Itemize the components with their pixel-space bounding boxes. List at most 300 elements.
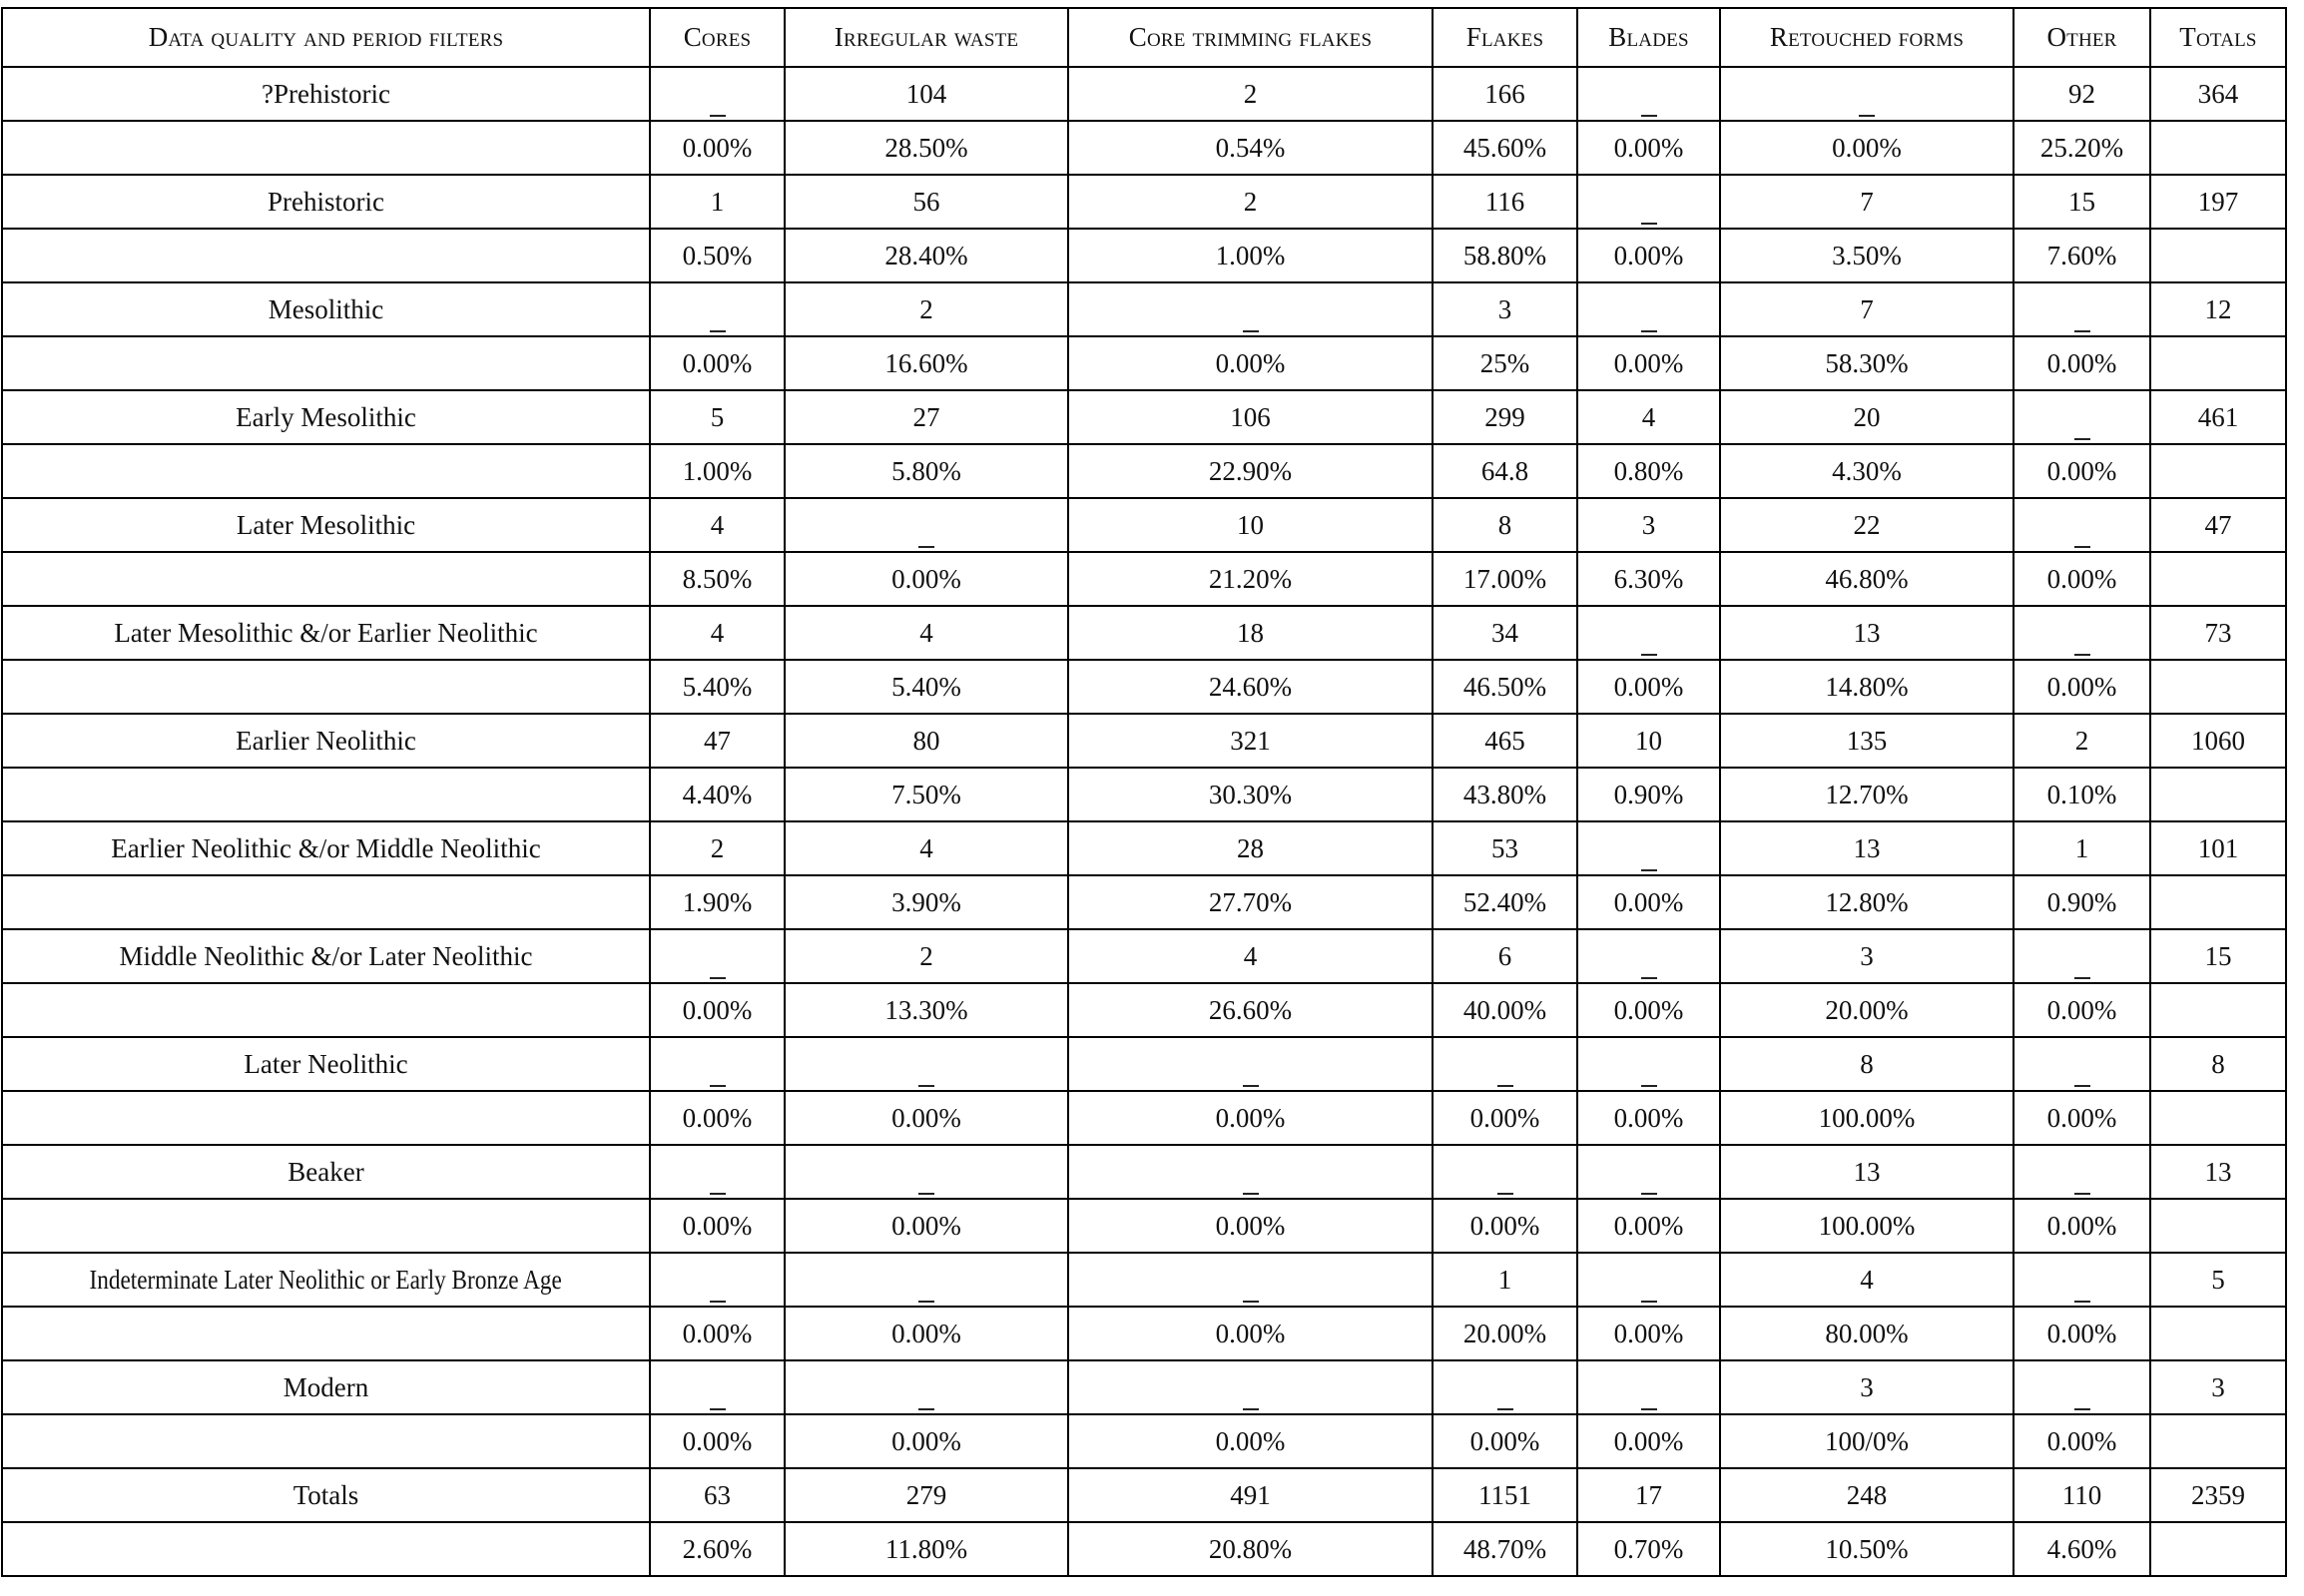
table-row-counts xyxy=(2,498,2286,552)
percent-cell-retouched-forms: 46.80% xyxy=(1720,552,2014,606)
count-cell-other xyxy=(2014,67,2150,121)
count-value: 1 xyxy=(710,186,725,217)
period-label-empty xyxy=(2,1414,650,1468)
count-cell-retouched-forms xyxy=(1720,1037,2014,1091)
table-row-counts xyxy=(2,1253,2286,1307)
period-label-text: Mesolithic xyxy=(268,293,384,324)
dash-placeholder xyxy=(2074,977,2090,979)
header-flakes: Flakes xyxy=(1433,8,1577,67)
period-label xyxy=(2,1037,650,1091)
count-cell-flakes xyxy=(1433,606,1577,660)
count-cell-retouched-forms xyxy=(1720,714,2014,768)
count-value: 2 xyxy=(919,293,933,324)
count-cell-core-trimming-flakes xyxy=(1068,606,1433,660)
period-label-text: Beaker xyxy=(288,1156,364,1187)
percent-cell-blades: 0.00% xyxy=(1577,1199,1720,1253)
percent-cell-cores: 8.50% xyxy=(650,552,785,606)
percent-cell-other: 0.90% xyxy=(2014,875,2150,929)
header-cores: Cores xyxy=(650,8,785,67)
percent-cell-irregular-waste: 0.00% xyxy=(785,552,1068,606)
count-cell-irregular-waste xyxy=(785,498,1068,552)
percent-cell-core-trimming-flakes: 26.60% xyxy=(1068,983,1433,1037)
count-value: 279 xyxy=(905,1479,947,1510)
percent-cell-totals xyxy=(2150,1199,2286,1253)
count-cell-cores xyxy=(650,282,785,336)
count-cell-flakes xyxy=(1433,1037,1577,1091)
lithics-period-table xyxy=(1,7,2287,1577)
count-cell-irregular-waste xyxy=(785,1145,1068,1199)
count-value: 10 xyxy=(1237,509,1264,540)
percent-cell-cores: 0.00% xyxy=(650,1414,785,1468)
table-row-counts xyxy=(2,821,2286,875)
count-cell-other xyxy=(2014,1037,2150,1091)
count-cell-blades xyxy=(1577,1360,1720,1414)
period-label-text: Modern xyxy=(283,1371,369,1402)
count-value: 5 xyxy=(2211,1264,2225,1295)
dash-placeholder xyxy=(1243,1085,1259,1087)
count-cell-cores xyxy=(650,67,785,121)
count-value: 53 xyxy=(1491,832,1518,863)
count-cell-blades xyxy=(1577,714,1720,768)
percent-cell-retouched-forms: 12.80% xyxy=(1720,875,2014,929)
dash-placeholder xyxy=(2074,1193,2090,1195)
count-cell-other xyxy=(2014,282,2150,336)
count-cell-blades xyxy=(1577,390,1720,444)
percent-cell-core-trimming-flakes: 0.00% xyxy=(1068,1414,1433,1468)
count-value: 2359 xyxy=(2191,1479,2245,1510)
period-label xyxy=(2,390,650,444)
table-row-percents xyxy=(2,1091,2286,1145)
period-label xyxy=(2,1253,650,1307)
count-value: 47 xyxy=(704,725,731,756)
count-value: 101 xyxy=(2197,832,2239,863)
table-row-counts xyxy=(2,1360,2286,1414)
percent-cell-irregular-waste: 5.40% xyxy=(785,660,1068,714)
count-cell-flakes xyxy=(1433,175,1577,229)
count-cell-irregular-waste xyxy=(785,821,1068,875)
count-cell-blades xyxy=(1577,175,1720,229)
dash-placeholder xyxy=(1641,654,1657,656)
count-value: 3 xyxy=(1860,940,1874,971)
count-value: 56 xyxy=(912,186,940,217)
count-cell-cores xyxy=(650,390,785,444)
count-cell-blades xyxy=(1577,606,1720,660)
count-value: 299 xyxy=(1484,401,1525,432)
table-row-percents xyxy=(2,768,2286,821)
percent-cell-retouched-forms: 12.70% xyxy=(1720,768,2014,821)
percent-cell-other: 0.00% xyxy=(2014,983,2150,1037)
percent-cell-irregular-waste: 7.50% xyxy=(785,768,1068,821)
count-cell-other xyxy=(2014,929,2150,983)
percent-cell-flakes: 43.80% xyxy=(1433,768,1577,821)
count-value: 92 xyxy=(2068,78,2095,109)
count-value: 110 xyxy=(2061,1479,2102,1510)
table-row-counts xyxy=(2,1145,2286,1199)
percent-cell-irregular-waste: 28.50% xyxy=(785,121,1068,175)
count-cell-core-trimming-flakes xyxy=(1068,175,1433,229)
count-cell-core-trimming-flakes xyxy=(1068,1145,1433,1199)
period-label-text: Later Mesolithic &/or Earlier Neolithic xyxy=(114,617,538,648)
percent-cell-blades: 0.00% xyxy=(1577,121,1720,175)
table-row-percents xyxy=(2,336,2286,390)
count-cell-other xyxy=(2014,1145,2150,1199)
count-cell-core-trimming-flakes xyxy=(1068,1360,1433,1414)
dash-placeholder xyxy=(1641,977,1657,979)
percent-cell-totals xyxy=(2150,1091,2286,1145)
percent-cell-flakes: 48.70% xyxy=(1433,1522,1577,1576)
dash-placeholder xyxy=(1641,115,1657,117)
count-cell-totals xyxy=(2150,67,2286,121)
percent-cell-cores: 1.90% xyxy=(650,875,785,929)
count-value: 248 xyxy=(1846,1479,1888,1510)
percent-cell-totals xyxy=(2150,444,2286,498)
percent-cell-totals xyxy=(2150,660,2286,714)
count-cell-other xyxy=(2014,390,2150,444)
count-cell-irregular-waste xyxy=(785,714,1068,768)
count-cell-totals xyxy=(2150,1253,2286,1307)
count-value: 22 xyxy=(1853,509,1881,540)
count-value: 17 xyxy=(1635,1479,1662,1510)
count-value: 7 xyxy=(1860,293,1874,324)
dash-placeholder xyxy=(2074,1085,2090,1087)
count-value: 4 xyxy=(919,617,933,648)
count-value: 3 xyxy=(1860,1371,1874,1402)
count-cell-retouched-forms xyxy=(1720,1360,2014,1414)
percent-cell-retouched-forms: 3.50% xyxy=(1720,229,2014,282)
dash-placeholder xyxy=(1243,1193,1259,1195)
count-cell-other xyxy=(2014,1360,2150,1414)
count-cell-irregular-waste xyxy=(785,1360,1068,1414)
count-cell-irregular-waste xyxy=(785,1468,1068,1522)
count-cell-flakes xyxy=(1433,821,1577,875)
percent-cell-irregular-waste: 0.00% xyxy=(785,1199,1068,1253)
percent-cell-other: 0.10% xyxy=(2014,768,2150,821)
count-cell-flakes xyxy=(1433,282,1577,336)
percent-cell-retouched-forms: 100/0% xyxy=(1720,1414,2014,1468)
table-row-counts xyxy=(2,929,2286,983)
count-cell-retouched-forms xyxy=(1720,821,2014,875)
table-row-percents xyxy=(2,1307,2286,1360)
percent-cell-flakes: 52.40% xyxy=(1433,875,1577,929)
count-value: 73 xyxy=(2204,617,2232,648)
percent-cell-core-trimming-flakes: 24.60% xyxy=(1068,660,1433,714)
percent-cell-other: 4.60% xyxy=(2014,1522,2150,1576)
count-cell-totals xyxy=(2150,390,2286,444)
dash-placeholder xyxy=(1243,1301,1259,1303)
percent-cell-cores: 0.00% xyxy=(650,1199,785,1253)
percent-cell-retouched-forms: 14.80% xyxy=(1720,660,2014,714)
count-cell-totals xyxy=(2150,1037,2286,1091)
table-row-percents xyxy=(2,1414,2286,1468)
count-value: 10 xyxy=(1635,725,1662,756)
count-cell-irregular-waste xyxy=(785,1037,1068,1091)
dash-placeholder xyxy=(1497,1408,1513,1410)
table-row-counts xyxy=(2,67,2286,121)
count-value: 15 xyxy=(2068,186,2095,217)
table-row-percents xyxy=(2,1199,2286,1253)
count-value: 491 xyxy=(1230,1479,1271,1510)
period-label-empty xyxy=(2,1307,650,1360)
period-label-empty xyxy=(2,229,650,282)
count-cell-blades xyxy=(1577,67,1720,121)
count-cell-irregular-waste xyxy=(785,282,1068,336)
period-label-text: Early Mesolithic xyxy=(236,401,416,432)
count-cell-core-trimming-flakes xyxy=(1068,714,1433,768)
percent-cell-blades: 0.00% xyxy=(1577,229,1720,282)
table-row-counts xyxy=(2,175,2286,229)
count-cell-flakes xyxy=(1433,1145,1577,1199)
period-label-empty xyxy=(2,1199,650,1253)
table-row-counts xyxy=(2,606,2286,660)
percent-cell-flakes: 64.8 xyxy=(1433,444,1577,498)
percent-cell-irregular-waste: 0.00% xyxy=(785,1307,1068,1360)
percent-cell-flakes: 0.00% xyxy=(1433,1091,1577,1145)
count-cell-flakes xyxy=(1433,67,1577,121)
count-cell-retouched-forms xyxy=(1720,390,2014,444)
dash-placeholder xyxy=(2074,330,2090,332)
percent-cell-flakes: 58.80% xyxy=(1433,229,1577,282)
count-value: 7 xyxy=(1860,186,1874,217)
percent-cell-totals xyxy=(2150,229,2286,282)
percent-cell-other: 7.60% xyxy=(2014,229,2150,282)
count-value: 2 xyxy=(919,940,933,971)
percent-cell-irregular-waste: 28.40% xyxy=(785,229,1068,282)
count-value: 20 xyxy=(1853,401,1881,432)
count-cell-cores xyxy=(650,1145,785,1199)
count-value: 2 xyxy=(710,832,725,863)
count-cell-retouched-forms xyxy=(1720,929,2014,983)
percent-cell-flakes: 20.00% xyxy=(1433,1307,1577,1360)
count-value: 4 xyxy=(919,832,933,863)
percent-cell-other: 0.00% xyxy=(2014,1199,2150,1253)
count-value: 1060 xyxy=(2191,725,2245,756)
count-value: 15 xyxy=(2204,940,2232,971)
count-cell-blades xyxy=(1577,1468,1720,1522)
period-label xyxy=(2,175,650,229)
percent-cell-irregular-waste: 0.00% xyxy=(785,1414,1068,1468)
percent-cell-core-trimming-flakes: 0.00% xyxy=(1068,336,1433,390)
count-value: 2 xyxy=(1243,78,1258,109)
period-label-empty xyxy=(2,336,650,390)
header-retouched-forms: Retouched forms xyxy=(1720,8,2014,67)
percent-cell-core-trimming-flakes: 1.00% xyxy=(1068,229,1433,282)
table-row-counts xyxy=(2,390,2286,444)
dash-placeholder xyxy=(918,1408,934,1410)
count-value: 18 xyxy=(1237,617,1264,648)
percent-cell-totals xyxy=(2150,336,2286,390)
count-cell-cores xyxy=(650,1360,785,1414)
count-cell-totals xyxy=(2150,498,2286,552)
percent-cell-retouched-forms: 80.00% xyxy=(1720,1307,2014,1360)
dash-placeholder xyxy=(1497,1085,1513,1087)
percent-cell-cores: 0.00% xyxy=(650,983,785,1037)
count-cell-core-trimming-flakes xyxy=(1068,1037,1433,1091)
percent-cell-core-trimming-flakes: 20.80% xyxy=(1068,1522,1433,1576)
percent-cell-other: 0.00% xyxy=(2014,444,2150,498)
count-value: 13 xyxy=(2204,1156,2232,1187)
percent-cell-totals xyxy=(2150,983,2286,1037)
count-cell-retouched-forms xyxy=(1720,1468,2014,1522)
count-cell-blades xyxy=(1577,821,1720,875)
period-label-text: ?Prehistoric xyxy=(262,78,390,109)
percent-cell-blades: 6.30% xyxy=(1577,552,1720,606)
count-value: 3 xyxy=(1497,293,1512,324)
dash-placeholder xyxy=(1497,1193,1513,1195)
count-cell-other xyxy=(2014,498,2150,552)
header-totals: Totals xyxy=(2150,8,2286,67)
count-cell-retouched-forms xyxy=(1720,1253,2014,1307)
table-row-counts xyxy=(2,1468,2286,1522)
count-value: 63 xyxy=(704,1479,731,1510)
dash-placeholder xyxy=(2074,438,2090,440)
table-row-percents xyxy=(2,660,2286,714)
count-cell-cores xyxy=(650,929,785,983)
count-cell-irregular-waste xyxy=(785,175,1068,229)
period-label-empty xyxy=(2,1522,650,1576)
period-label-text: Earlier Neolithic xyxy=(236,725,416,756)
header-row xyxy=(2,8,2286,67)
dash-placeholder xyxy=(1641,330,1657,332)
period-label-empty xyxy=(2,875,650,929)
count-cell-flakes xyxy=(1433,1360,1577,1414)
percent-cell-flakes: 40.00% xyxy=(1433,983,1577,1037)
percent-cell-totals xyxy=(2150,1414,2286,1468)
count-value: 461 xyxy=(2197,401,2239,432)
count-value: 465 xyxy=(1484,725,1525,756)
count-cell-other xyxy=(2014,606,2150,660)
percent-cell-core-trimming-flakes: 0.54% xyxy=(1068,121,1433,175)
count-cell-core-trimming-flakes xyxy=(1068,929,1433,983)
percent-cell-irregular-waste: 5.80% xyxy=(785,444,1068,498)
percent-cell-blades: 0.90% xyxy=(1577,768,1720,821)
percent-cell-retouched-forms: 58.30% xyxy=(1720,336,2014,390)
count-cell-core-trimming-flakes xyxy=(1068,821,1433,875)
count-cell-flakes xyxy=(1433,1468,1577,1522)
count-value: 8 xyxy=(1497,509,1512,540)
percent-cell-totals xyxy=(2150,121,2286,175)
percent-cell-retouched-forms: 10.50% xyxy=(1720,1522,2014,1576)
count-cell-core-trimming-flakes xyxy=(1068,67,1433,121)
dash-placeholder xyxy=(1243,330,1259,332)
percent-cell-cores: 2.60% xyxy=(650,1522,785,1576)
count-cell-retouched-forms xyxy=(1720,67,2014,121)
period-label-text: Indeterminate Later Neolithic or Early Bronze Age xyxy=(89,1264,563,1295)
count-cell-retouched-forms xyxy=(1720,282,2014,336)
dash-placeholder xyxy=(710,330,726,332)
count-value: 2 xyxy=(2074,725,2089,756)
dash-placeholder xyxy=(710,1301,726,1303)
table-row-percents xyxy=(2,983,2286,1037)
percent-cell-cores: 5.40% xyxy=(650,660,785,714)
count-value: 4 xyxy=(1860,1264,1874,1295)
count-value: 3 xyxy=(1641,509,1656,540)
count-value: 8 xyxy=(1860,1048,1874,1079)
table-row-percents xyxy=(2,1522,2286,1576)
period-label-text: Later Mesolithic xyxy=(236,509,416,540)
table-row-percents xyxy=(2,552,2286,606)
count-value: 13 xyxy=(1853,832,1881,863)
period-label-text: Middle Neolithic &/or Later Neolithic xyxy=(119,940,533,971)
dash-placeholder xyxy=(2074,1408,2090,1410)
count-cell-retouched-forms xyxy=(1720,606,2014,660)
period-label xyxy=(2,1468,650,1522)
count-cell-totals xyxy=(2150,1360,2286,1414)
table-row-percents xyxy=(2,121,2286,175)
count-value: 364 xyxy=(2197,78,2239,109)
percent-cell-flakes: 25% xyxy=(1433,336,1577,390)
count-cell-blades xyxy=(1577,1253,1720,1307)
count-cell-irregular-waste xyxy=(785,67,1068,121)
count-cell-blades xyxy=(1577,282,1720,336)
count-cell-flakes xyxy=(1433,390,1577,444)
period-label xyxy=(2,929,650,983)
dash-placeholder xyxy=(918,546,934,548)
percent-cell-core-trimming-flakes: 27.70% xyxy=(1068,875,1433,929)
percent-cell-core-trimming-flakes: 22.90% xyxy=(1068,444,1433,498)
dash-placeholder xyxy=(710,977,726,979)
count-value: 1 xyxy=(2074,832,2089,863)
percent-cell-retouched-forms: 100.00% xyxy=(1720,1091,2014,1145)
period-label xyxy=(2,282,650,336)
percent-cell-other: 0.00% xyxy=(2014,1091,2150,1145)
count-cell-core-trimming-flakes xyxy=(1068,1468,1433,1522)
header-blades: Blades xyxy=(1577,8,1720,67)
count-cell-cores xyxy=(650,1037,785,1091)
dash-placeholder xyxy=(1641,869,1657,871)
percent-cell-other: 0.00% xyxy=(2014,336,2150,390)
count-value: 321 xyxy=(1230,725,1271,756)
count-cell-totals xyxy=(2150,821,2286,875)
count-cell-cores xyxy=(650,606,785,660)
dash-placeholder xyxy=(710,1193,726,1195)
percent-cell-totals xyxy=(2150,1307,2286,1360)
count-cell-core-trimming-flakes xyxy=(1068,1253,1433,1307)
count-value: 12 xyxy=(2204,293,2232,324)
count-cell-retouched-forms xyxy=(1720,175,2014,229)
percent-cell-totals xyxy=(2150,875,2286,929)
period-label-text: Later Neolithic xyxy=(244,1048,408,1079)
count-value: 106 xyxy=(1230,401,1271,432)
percent-cell-retouched-forms: 4.30% xyxy=(1720,444,2014,498)
dash-placeholder xyxy=(918,1301,934,1303)
count-value: 104 xyxy=(905,78,947,109)
count-cell-core-trimming-flakes xyxy=(1068,498,1433,552)
dash-placeholder xyxy=(1641,1301,1657,1303)
count-value: 13 xyxy=(1853,617,1881,648)
count-cell-cores xyxy=(650,175,785,229)
count-value: 4 xyxy=(710,617,725,648)
percent-cell-retouched-forms: 100.00% xyxy=(1720,1199,2014,1253)
dash-placeholder xyxy=(918,1085,934,1087)
percent-cell-retouched-forms: 0.00% xyxy=(1720,121,2014,175)
count-value: 135 xyxy=(1846,725,1888,756)
dash-placeholder xyxy=(1641,1193,1657,1195)
count-cell-totals xyxy=(2150,282,2286,336)
count-cell-blades xyxy=(1577,498,1720,552)
count-cell-flakes xyxy=(1433,1253,1577,1307)
count-cell-flakes xyxy=(1433,929,1577,983)
count-value: 166 xyxy=(1484,78,1525,109)
percent-cell-cores: 1.00% xyxy=(650,444,785,498)
period-label xyxy=(2,606,650,660)
count-value: 4 xyxy=(1641,401,1656,432)
period-label-empty xyxy=(2,768,650,821)
count-cell-totals xyxy=(2150,175,2286,229)
percent-cell-blades: 0.00% xyxy=(1577,1091,1720,1145)
percent-cell-core-trimming-flakes: 0.00% xyxy=(1068,1091,1433,1145)
percent-cell-cores: 0.00% xyxy=(650,1091,785,1145)
count-cell-other xyxy=(2014,1468,2150,1522)
